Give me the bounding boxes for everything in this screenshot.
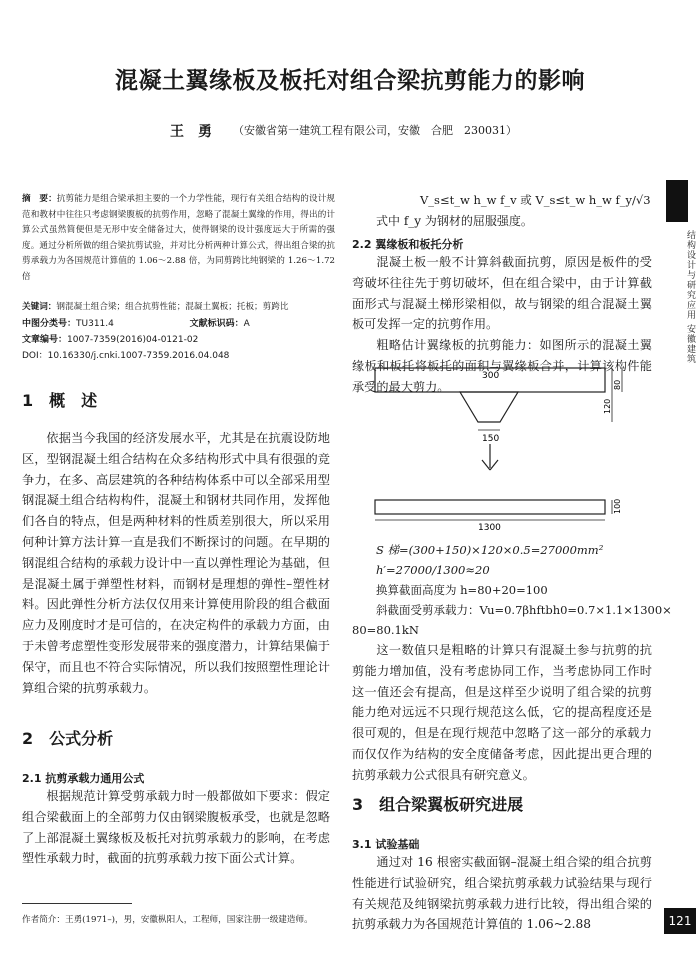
clc-label: 中图分类号： [22,319,77,329]
calc-paragraph: 这一数值只是粗略的计算只有混凝土参与抗剪的抗剪能力增加值，没有考虑协同工作，当考虑协同工作时这一值还会有提高，但是这样至少说明了组合梁的抗剪能力绝对远远不只现行规范这么低，它的提高程度还是很可观的，但是在现行规范中忽略了这一部分的承载力而仅仅作为结构的安全度储备考虑，因此提出更合理的抗剪承载力公式很具有研究意义。 [352,643,652,782]
cross-section-figure [360,362,650,542]
abstract-block [22,192,335,286]
doi-value: 10.16330/j.cnki.1007-7359.2016.04.048 [47,351,230,361]
calc-height: 换算截面高度为 h=80+20=100 [376,583,548,597]
keywords-line [22,300,335,312]
section3-heading: 3 组合梁翼板研究进展 [352,795,524,814]
calc-hprime: h′=27000/1300≈20 [376,563,490,577]
article-no-line [22,332,335,345]
sidebar-region: 安徽建筑 [685,323,695,364]
section1-paragraph: 依据当今我国的经济发展水平，尤其是在抗震设防地区，型钢混凝土组合结构在众多结构形式中具有很强的竞争力，在多、高层建筑的各种结构体系中可以全部采用型钢混凝土组合结构构件，混凝土和钢材共同作用，发挥他们各自的特点，但是两种材料的性质差别很大，所以采用何种计算方法计算一直是我们不断探讨的问题。在早期的钢混组合结构的承载力设计中一直以弹性理论为基础，但是混凝土属于弹塑性材料，而钢材是理想的弹性–塑性材料。因此弹性分析方法仅仅用来计算使用阶段的组合截面应力及刚度时才是可信的，在决定构件的承载力方面，由于未曾考虑塑性变形发展带来的强度潜力，计算结果偏于保守，而且也不符合实际情况，所以我们按照塑性理论计算组合梁的抗剪承载力。 [22,431,330,695]
dim-top-width: 300 [482,371,500,381]
calc-shear-a: 斜截面受剪承载力：Vu=0.7βhftbh0=0.7×1.1×1300× [376,603,672,617]
clc-line [22,316,335,329]
page-number: 121 [664,908,696,934]
journal-logo-icon [666,180,688,222]
article-no-label: 文章编号： [22,335,68,345]
section2-2-heading: 2.2 翼缘板和板托分析 [352,238,464,251]
dim-bottom-width: 150 [482,434,500,444]
sidebar-journal-name: 结构设计与研究应用 [685,230,695,320]
doi-label: DOI： [22,351,48,361]
keywords-label: 关键词： [22,302,57,312]
section2-2-paragraph-1: 混凝土板一般不计算斜截面抗剪，原因是板件的受弯破坏往往先于剪切破坏，但在组合梁中，由于计算截面形式与混凝土梯形梁相似，故与钢梁的组合混凝土翼板可发挥一定的抗剪作用。 [352,255,652,332]
doc-code-label: 文献标识码： [189,319,244,329]
dim-rect-height: 100 [613,498,622,514]
author-footnote: 作者简介：王勇(1971–)，男，安徽枞阳人，工程师，国家注册一级建造师。 [22,915,313,925]
section3-1-paragraph: 通过对 16 根密实截面钢–混凝土组合梁的组合抗剪性能进行试验研究，组合梁抗剪承载力试验结果与现行有关规范及纯钢梁抗剪承载力进行比较，得出组合梁的抗剪承载力为各国规范计算值的 1.06~2.88 [352,855,652,932]
haunch-trapezoid [460,392,518,422]
doc-code-value: A [243,319,250,329]
section1-heading: 1 概 述 [22,391,98,410]
doi-line [22,348,335,361]
section2-1-heading: 2.1 抗剪承载力通用公式 [22,772,145,785]
dim-height-top: 80 [613,379,622,390]
author-affiliation: （安徽省第一建筑工程有限公司，安徽 合肥 230031） [233,124,517,137]
section2-2-paragraph-2: 粗略估计翼缘板的抗剪能力：如图所示的混凝土翼缘板和板托将板托的面积与翼缘板合并，计算该构件能承受的最大剪力。 [352,338,652,394]
abstract-label: 摘 要： [22,194,57,204]
formula-note: 式中 f_y 为钢材的屈服强度。 [376,214,533,228]
author-name: 王勇 [170,124,226,140]
abstract-text: 抗剪能力是组合梁承担主要的一个力学性能，现行有关组合结构的设计规范和教材中往往只考虑钢梁腹板的抗剪作用，忽略了混凝土翼缘的作用，得出的计算公式虽然简便但是无形中安全储备过大，使得钢梁的设计强度远大于所需的强度。通过分析所做的组合梁抗剪试验，并对比分析两种计算公式，得出组合梁的抗剪承载力为各国规范计算值的 1.06～2.88 倍，为同剪跨比纯钢梁的 1.26～1.72 倍 [22,194,335,282]
shear-formula: V_s≤t_w h_w f_v 或 V_s≤t_w h_w f_y/√3 [420,193,651,207]
calc-area: S 梯=(300+150)×120×0.5=27000mm² [376,543,604,557]
dim-height-full: 120 [603,398,612,414]
keywords-text: 钢混凝土组合梁；组合抗剪性能；混凝土翼板；托板；剪跨比 [56,302,289,312]
article-no-value: 1007-7359(2016)04-0121-02 [67,335,199,345]
section2-1-paragraph: 根据规范计算受剪承载力时一般都做如下要求：假定组合梁截面上的全部剪力仅由钢梁腹板承受，也就是忽略了上部混凝土翼缘板及板托对抗剪承载力的影响，在考虑塑性承载力时，截面的抗剪承载力按下面公式计算。 [22,789,330,866]
equivalent-rect [375,500,605,514]
clc-value: TU311.4 [76,319,114,329]
sidebar-journal [672,230,696,364]
calc-shear-b: 80=80.1kN [352,623,419,637]
section2-heading: 2 公式分析 [22,729,114,748]
paper-title: 混凝土翼缘板及板托对组合梁抗剪能力的影响 [115,68,585,94]
section3-1-heading: 3.1 试验基础 [352,838,420,851]
footnote-divider [22,903,132,904]
dim-rect-width: 1300 [478,523,501,533]
